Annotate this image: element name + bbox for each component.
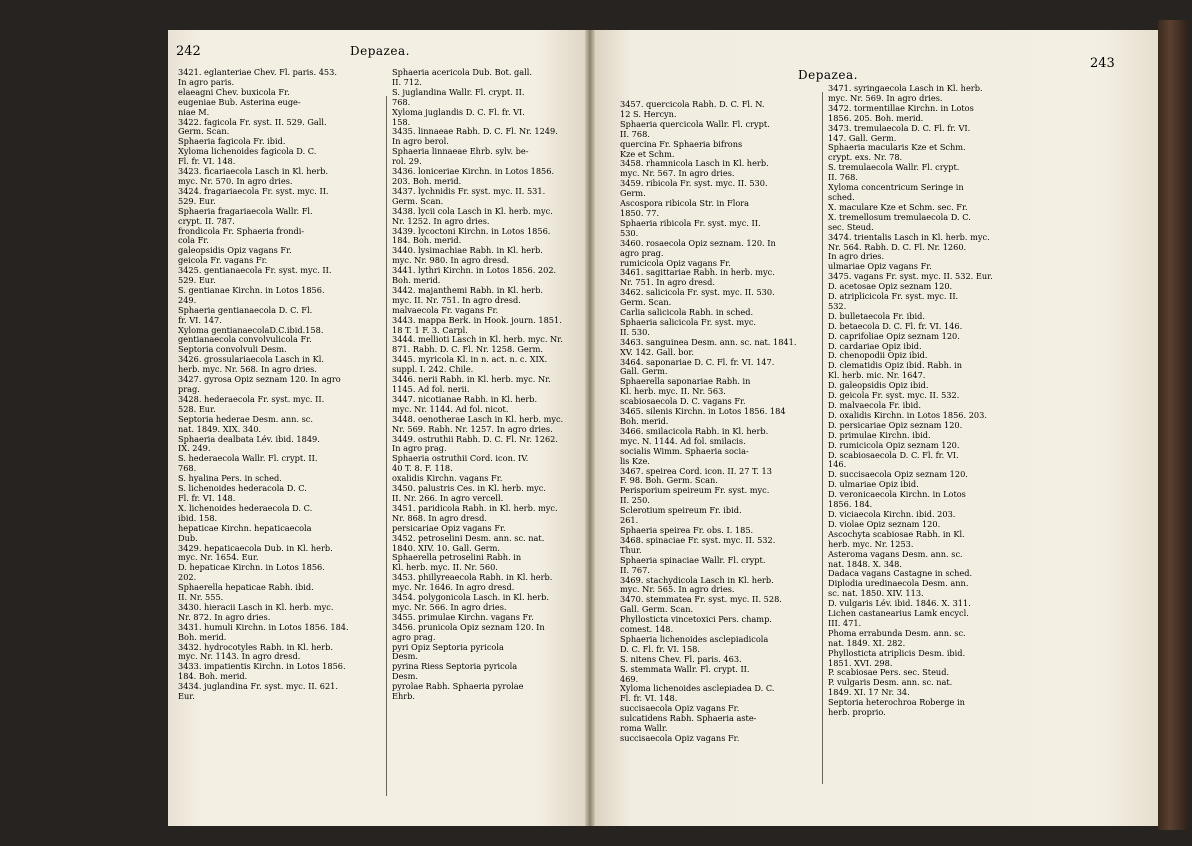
entry-line: 3429. hepaticaecola Dub. in Kl. herb. [178, 542, 333, 553]
entry-line: Phyllosticta vincetoxici Pers. champ. [620, 614, 772, 625]
entry-line: Dub. [178, 532, 198, 543]
entry-line: crypt. exs. Nr. 78. [828, 152, 903, 163]
entry-line: XV. 142. Gall. bor. [620, 346, 694, 357]
entry-line: Xyloma gentianaecolaD.C.ibid.158. [178, 324, 324, 335]
entry-line: Kl. herb. myc. II. Nr. 560. [392, 562, 498, 573]
entry-line: lis Kze. [620, 455, 650, 466]
entry-line: 871. Rabh. D. C. Fl. Nr. 1258. Germ. [392, 344, 544, 355]
column-rule-right [822, 92, 823, 784]
entry-line: 3466. smilacicola Rabh. in Kl. herb. [620, 425, 769, 436]
entry-line: Gall. Germ. Scan. [620, 604, 694, 615]
entry-line: herb. myc. Nr. 1253. [828, 538, 914, 549]
entry-line: 40 T. 8. F. 118. [392, 463, 453, 474]
entry-line: II. 530. [620, 326, 650, 337]
entry-line: 3450. palustris Ces. in Kl. herb. myc. [392, 483, 546, 494]
entry-line: gentianaecola convolvulicola Fr. [178, 334, 312, 345]
entry-line: socialis Wimm. Sphaeria socia- [620, 445, 749, 456]
entry-line: 3445. myricola Kl. in n. act. n. c. XIX. [392, 354, 548, 365]
entry-line: myc. Nr. 567. In agro dries. [620, 168, 735, 179]
entry-line: Lichen castanearius Lamk encycl. [828, 608, 969, 619]
entry-line: 1851. XVI. 298. [828, 657, 893, 668]
entry-line: 3438. lycii cola Lasch in Kl. herb. myc. [392, 205, 553, 216]
entry-line: sched. [828, 191, 855, 202]
column-rule-left [386, 96, 387, 796]
entry-line: 3469. stachydicola Lasch in Kl. herb. [620, 574, 774, 585]
entry-line: D. hepaticae Kirchn. in Lotos 1856. [178, 562, 325, 573]
entry-line: 768. [392, 96, 411, 107]
entry-line: 3460. rosaecola Opiz seznam. 120. In [620, 237, 776, 248]
entry-line: Kl. herb. mic. Nr. 1647. [828, 370, 926, 381]
entry-line: 3475. vagans Fr. syst. myc. II. 532. Eur. [828, 271, 993, 282]
entry-line: 3434. juglandina Fr. syst. myc. II. 621. [178, 681, 338, 692]
entry-line: 3458. rhamnicola Lasch in Kl. herb. [620, 158, 769, 169]
entry-line: nat. 1848. X. 348. [828, 558, 902, 569]
entry-line: Xyloma concentricum Seringe in [828, 182, 964, 193]
entry-line: Sphaeria dealbata Lév. ibid. 1849. [178, 433, 320, 444]
entry-line: 3465. silenis Kirchn. in Lotos 1856. 184 [620, 406, 786, 417]
book-spine [1158, 20, 1188, 830]
entry-line: Nr. 1252. In agro dries. [392, 215, 490, 226]
entry-line: Xyloma lichenoides asclepiadea D. C. [620, 683, 775, 694]
entry-line: 18 T. 1 F. 3. Carpl. [392, 324, 468, 335]
entry-line: 3456. prunicola Opiz seznam 120. In [392, 621, 545, 632]
entry-line: 1850. 77. [620, 207, 660, 218]
entry-line: D. oxalidis Kirchn. in Lotos 1856. 203. [828, 409, 987, 420]
entry-line: II. 712. [392, 76, 422, 87]
entry-line: 3447. nicotianae Rabh. in Kl. herb. [392, 393, 538, 404]
entry-line: Sphaeria ribicola Fr. syst. myc. II. [620, 217, 761, 228]
entry-line: 3423. ficariaecola Lasch in Kl. herb. [178, 166, 329, 177]
entry-line: II. Nr. 266. In agro vercell. [392, 492, 504, 503]
left-column-1 [178, 68, 378, 702]
entry-line: 530. [620, 227, 639, 238]
entry-line: 261. [620, 515, 639, 526]
entry-line: 3443. mappa Berk. in Hook. journ. 1851. [392, 314, 562, 325]
entry-line: prag. [178, 384, 200, 394]
entry-line: Sphaeria fragariaecola Wallr. Fl. [178, 205, 313, 216]
entry-line: 202. [178, 572, 197, 583]
entry-line: Germ. Scan. [178, 126, 230, 137]
entry-line: pyrolae Rabh. Sphaeria pyrolae [392, 681, 524, 692]
entry-line: Sphaeria acericola Dub. Bot. gall. [392, 67, 533, 77]
entry-line: 469. [620, 673, 639, 684]
entry-line: Phyllosticta atriplicis Desm. ibid. [828, 647, 966, 658]
entry-line: sc. nat. 1850. XIV. 113. [828, 588, 924, 599]
entry-line: D. galeopsidis Opiz ibid. [828, 380, 929, 391]
right-column-2 [828, 84, 1033, 718]
entry-line: nat. 1849. XI. 282. [828, 637, 906, 648]
entry-line: suppl. I. 242. Chile. [392, 364, 474, 375]
entry-line: Phoma errabunda Desm. ann. sc. [828, 627, 966, 638]
entry-line: Sphaeria salicicola Fr. syst. myc. [620, 316, 757, 327]
entry-line: Dadaca vagans Castagne in sched. [828, 568, 973, 579]
entry-line: Sphaeria quercicola Wallr. Fl. crypt. [620, 118, 770, 129]
entry-line: 3459. ribicola Fr. syst. myc. II. 530. [620, 178, 768, 189]
entry-line: myc. Nr. 570. In agro dries. [178, 175, 293, 186]
entry-line: Septoria hederae Desm. ann. sc. [178, 413, 313, 424]
entry-line: 3463. sanguinea Desm. ann. sc. nat. 1841. [620, 336, 797, 347]
entry-line: D. scabiosaecola D. C. Fl. fr. VI. [828, 449, 959, 460]
entry-line: myc. Nr. 1144. Ad fol. nicot. [392, 403, 509, 414]
entry-line: 3442. majanthemi Rabh. in Kl. herb. [392, 284, 544, 295]
entry-line: rol. 29. [392, 156, 422, 167]
entry-line: F. 98. Boh. Germ. Scan. [620, 475, 718, 486]
page-number-right: 243 [1090, 56, 1115, 71]
entry-line: scabiosaecola D. C. vagans Fr. [620, 396, 746, 407]
left-column-2 [392, 68, 584, 702]
entry-line: X. lichenoides hederaecola D. C. [178, 502, 313, 513]
entry-line: 3468. spinaciae Fr. syst. myc. II. 532. [620, 534, 776, 545]
entry-line: Fl. fr. VI. 148. [178, 156, 236, 167]
entry-line: 3451. paridicola Rabh. in Kl. herb. myc. [392, 502, 558, 513]
entry-line: S. hyalina Pers. in sched. [178, 473, 282, 484]
entry-line: S. juglandina Wallr. Fl. crypt. II. [392, 86, 525, 97]
entry-line: S. tremulaecola Wallr. Fl. crypt. [828, 162, 960, 173]
entry-line: 768. [178, 463, 197, 474]
entry-line: Ehrb. [392, 691, 416, 702]
entry-line: 3470. stemmatea Fr. syst. myc. II. 528. [620, 594, 782, 605]
entry-line: II. 250. [620, 495, 650, 506]
entry-line: Sphaerella saponariae Rabh. in [620, 376, 751, 387]
entry-line: Sphaeria macularis Kze et Schm. [828, 142, 966, 153]
entry-line: 3449. ostruthii Rabh. D. C. Fl. Nr. 1262. [392, 433, 558, 444]
entry-line: 3437. lychnidis Fr. syst. myc. II. 531. [392, 185, 546, 196]
entry-line: 1856. 205. Boh. merid. [828, 112, 924, 123]
entry-line: In agro berol. [392, 136, 449, 147]
entry-line: Fl. fr. VI. 148. [178, 492, 236, 503]
entry-line: D. C. Fl. fr. VI. 158. [620, 643, 700, 654]
entry-line: D. clematidis Opiz ibid. Rabh. in [828, 360, 963, 371]
entry-line: 3424. fragariaecola Fr. syst. myc. II. [178, 185, 329, 196]
entry-line: S. gentianae Kirchn. in Lotos 1856. [178, 284, 325, 295]
entry-line: D. betaecola D. C. Fl. fr. VI. 146. [828, 320, 963, 331]
entry-line: oxalidis Kirchn. vagans Fr. [392, 473, 503, 484]
entry-line: myc. Nr. 569. In agro dries. [828, 92, 943, 103]
entry-line: Desm. [392, 651, 418, 662]
entry-line: niae M. [178, 106, 210, 117]
entry-line: 3462. salicicola Fr. syst. myc. II. 530. [620, 287, 775, 298]
entry-line: agro prag. [620, 247, 664, 258]
entry-line: sulcatidens Rabh. Sphaeria aste- [620, 713, 757, 724]
entry-line: S. stemmata Wallr. Fl. crypt. II. [620, 663, 750, 674]
entry-line: Sphaerella hepaticae Rabh. ibid. [178, 582, 314, 593]
entry-line: 249. [178, 294, 197, 305]
entry-line: Fl. fr. VI. 148. [620, 693, 678, 704]
entry-line: D. cardariae Opiz ibid. [828, 340, 922, 351]
entry-line: S. nitens Chev. Fl. paris. 463. [620, 653, 742, 664]
entry-line: D. rumicicola Opiz seznam 120. [828, 439, 960, 450]
entry-line: D. ulmariae Opiz ibid. [828, 479, 919, 490]
entry-line: pyri Opiz Septoria pyricola [392, 641, 504, 652]
entry-line: 3425. gentianaecola Fr. syst. myc. II. [178, 265, 332, 276]
entry-line: 1856. 184. [828, 499, 873, 510]
entry-line: 3453. phillyreaecola Rabh. in Kl. herb. [392, 572, 553, 583]
entry-line: 184. Boh. merid. [392, 235, 462, 246]
entry-line: 3441. lythri Kirchn. in Lotos 1856. 202. [392, 265, 557, 276]
entry-line: Sphaeria fagicola Fr. ibid. [178, 136, 286, 147]
entry-line: D. acetosae Opiz seznam 120. [828, 281, 953, 292]
entry-line: 1840. XIV. 10. Gall. Germ. [392, 542, 500, 553]
entry-line: cola Fr. [178, 235, 209, 246]
entry-line: eugeniae Bub. Asterina euge- [178, 96, 301, 107]
entry-line: 203. Boh. merid. [392, 175, 462, 186]
entry-line: Germ. Scan. [620, 297, 672, 308]
entry-line: ibid. 158. [178, 512, 218, 523]
entry-line: Asteroma vagans Desm. ann. sc. [828, 548, 963, 559]
entry-line: Septoria convolvuli Desm. [178, 344, 287, 355]
entry-line: D. chenopodii Opiz ibid. [828, 350, 928, 361]
entry-line: Kze et Schm. [620, 148, 675, 159]
entry-line: Boh. merid. [620, 416, 669, 426]
entry-line: Sphaeria gentianaecola D. C. Fl. [178, 304, 313, 315]
entry-line: 3455. primulae Kirchn. vagans Fr. [392, 611, 534, 622]
entry-line: 3431. humuli Kirchn. in Lotos 1856. 184. [178, 621, 349, 632]
entry-line: 528. Eur. [178, 403, 216, 414]
entry-line: Diplodia uredinaecola Desm. ann. [828, 578, 969, 589]
entry-line: comest. 148. [620, 624, 674, 635]
entry-line: D. veronicaecola Kirchn. in Lotos [828, 489, 966, 500]
entry-line: D. succisaecola Opiz seznam 120. [828, 469, 968, 480]
entry-line: 3436. loniceriae Kirchn. in Lotos 1856. [392, 166, 555, 177]
entry-line: Germ. Scan. [392, 195, 444, 206]
entry-line: succisaecola Opiz vagans Fr. [620, 703, 740, 714]
entry-line: Sclerotium speireum Fr. ibid. [620, 505, 742, 516]
entry-line: malvaecola Fr. vagans Fr. [392, 304, 499, 315]
entry-line: 3427. gyrosa Opiz seznam 120. In agro [178, 374, 341, 385]
entry-line: Ascochyta scabiosae Rabh. in Kl. [828, 528, 965, 539]
book-gutter [585, 30, 595, 826]
entry-line: Eur. [178, 691, 195, 702]
entry-line: succisaecola Opiz vagans Fr. [620, 733, 740, 743]
entry-line: 3471. syringaecola Lasch in Kl. herb. [828, 83, 983, 93]
entry-line: 3435. linnaeae Rabh. D. C. Fl. Nr. 1249. [392, 126, 558, 137]
running-head-right: Depazea. [798, 68, 858, 82]
entry-line: S. lichenoides hederacola D. C. [178, 483, 307, 494]
entry-line: galeopsidis Opiz vagans Fr. [178, 245, 292, 256]
entry-line: D. malvaecola Fr. ibid. [828, 400, 921, 410]
entry-line: X. maculare Kze et Schm. sec. Fr. [828, 201, 968, 212]
entry-line: Xyloma juglandis D. C. Fl. fr. VI. [392, 106, 525, 117]
entry-line: D. viciaecola Kirchn. ibid. 203. [828, 508, 956, 519]
entry-line: myc. Nr. 1646. In agro dresd. [392, 582, 515, 593]
entry-line: 529. Eur. [178, 195, 216, 206]
entry-line: crypt. II. 787. [178, 215, 235, 226]
entry-line: Carlia salicicola Rabh. in sched. [620, 307, 754, 318]
entry-line: Sphaeria lichenoides asclepiadicola [620, 633, 769, 644]
entry-line: 3440. lysimachiae Rabh. in Kl. herb. [392, 245, 543, 256]
entry-line: D. vulgaris Lév. ibid. 1846. X. 311. [828, 598, 971, 609]
entry-line: X. tremellosum tremulaecola D. C. [828, 211, 971, 222]
entry-line: 146. [828, 459, 847, 470]
entry-line: quercina Fr. Sphaeria bifrons [620, 138, 743, 149]
entry-line: Sphaerella petroselini Rabh. in [392, 552, 522, 563]
entry-line: 3461. sagittariae Rabh. in herb. myc. [620, 267, 775, 278]
running-head-left: Depazea. [350, 44, 410, 58]
entry-line: Sphaeria linnaeae Ehrb. sylv. be- [392, 146, 529, 157]
entry-line: II. 768. [828, 172, 858, 183]
entry-line: 3430. hieracii Lasch in Kl. herb. myc. [178, 601, 334, 612]
entry-line: Desm. [392, 671, 418, 682]
right-column-1 [620, 100, 820, 744]
entry-line: 3433. impatientis Kirchn. in Lotos 1856. [178, 661, 346, 672]
entry-line: D. atriplicicola Fr. syst. myc. II. [828, 291, 959, 302]
entry-line: Nr. 868. In agro dresd. [392, 512, 487, 523]
entry-line: Xyloma lichenoides fagicola D. C. [178, 146, 317, 157]
entry-line: Septoria heterochroa Roberge in [828, 697, 965, 708]
entry-line: D. persicariae Opiz seznam 120. [828, 419, 963, 430]
entry-line: roma Wallr. [620, 723, 668, 734]
entry-line: Nr. 569. Rabh. Nr. 1257. In agro dries. [392, 423, 553, 434]
entry-line: 3426. grossulariaecola Lasch in Kl. [178, 354, 324, 365]
entry-line: 3432. hydrocotyles Rabh. in Kl. herb. [178, 641, 333, 652]
entry-line: Kl. herb. myc. II. Nr. 563. [620, 386, 726, 397]
entry-line: myc. Nr. 565. In agro dries. [620, 584, 735, 595]
entry-line: D. primulae Kirchn. ibid. [828, 429, 931, 440]
entry-line: ulmariae Opiz vagans Fr. [828, 261, 932, 272]
entry-line: 3448. oenotherae Lasch in Kl. herb. myc. [392, 413, 564, 424]
entry-line: herb. myc. Nr. 568. In agro dries. [178, 364, 317, 375]
entry-line: Boh. merid. [178, 631, 227, 642]
entry-line: 529. Eur. [178, 275, 216, 286]
entry-line: 1145. Ad fol. nerii. [392, 384, 470, 394]
entry-line: Ascospora ribicola Str. in Flora [620, 198, 750, 209]
entry-line: Sphaeria ostruthii Cord. icon. IV. [392, 453, 529, 464]
entry-line: myc. Nr. 566. In agro dries. [392, 601, 507, 612]
entry-line: S. hederaecola Wallr. Fl. crypt. II. [178, 453, 318, 464]
entry-line: 1849. XI. 17 Nr. 34. [828, 687, 910, 698]
entry-line: D. bulletaecola Fr. ibid. [828, 310, 925, 321]
entry-line: Thur. [620, 544, 642, 555]
entry-line: 3446. nerii Rabh. in Kl. herb. myc. Nr. [392, 374, 551, 385]
entry-line: 3464. saponariae D. C. Fl. fr. VI. 147. [620, 356, 775, 367]
entry-line: 3474. trientalis Lasch in Kl. herb. myc. [828, 231, 990, 242]
entry-line: hepaticae Kirchn. hepaticaecola [178, 522, 312, 533]
entry-line: myc. N. 1144. Ad fol. smilacis. [620, 435, 746, 446]
entry-line: agro prag. [392, 631, 436, 642]
entry-line: D. violae Opiz seznam 120. [828, 518, 941, 529]
entry-line: myc. II. Nr. 751. In agro dresd. [392, 294, 521, 305]
entry-line: 3422. fagicola Fr. syst. II. 529. Gall. [178, 116, 327, 127]
entry-line: Nr. 564. Rabh. D. C. Fl. Nr. 1260. [828, 241, 967, 252]
entry-line: myc. Nr. 1143. In agro dresd. [178, 651, 301, 662]
entry-line: 3444. mellioti Lasch in Kl. herb. myc. Nr. [392, 334, 563, 345]
entry-line: II. Nr. 555. [178, 592, 224, 603]
entry-line: II. 767. [620, 564, 650, 575]
entry-line: 3454. polygonicola Lasch. in Kl. herb. [392, 592, 550, 603]
entry-line: 158. [392, 116, 411, 127]
entry-line: 12 S. Hercyn. [620, 108, 677, 119]
entry-line: In agro dries. [828, 251, 885, 262]
entry-line: 3452. petroselini Desm. ann. sc. nat. [392, 532, 545, 543]
entry-line: D. caprifoliae Opiz seznam 120. [828, 330, 960, 341]
entry-line: In agro paris. [178, 76, 235, 87]
entry-line: nat. 1849. XIX. 340. [178, 423, 262, 434]
entry-line: 147. Gall. Germ. [828, 132, 897, 143]
entry-line: geicola Fr. vagans Fr. [178, 255, 268, 266]
entry-line: 3457. quercicola Rabh. D. C. Fl. N. [620, 99, 765, 109]
entry-line: Gall. Germ. [620, 366, 668, 377]
entry-line: In agro prag. [392, 443, 447, 454]
entry-line: 3428. hederaecola Fr. syst. myc. II. [178, 393, 325, 404]
entry-line: frondicola Fr. Sphaeria frondi- [178, 225, 305, 236]
entry-line: 532. [828, 300, 847, 311]
entry-line: IX. 249. [178, 443, 211, 454]
entry-line: Sphaeria speirea Fr. obs. I. 185. [620, 524, 754, 535]
entry-line: Perisporium speireum Fr. syst. myc. [620, 485, 770, 496]
entry-line: myc. Nr. 1654. Eur. [178, 552, 259, 563]
entry-line: Nr. 751. In agro dresd. [620, 277, 715, 288]
entry-line: Boh. merid. [392, 275, 441, 286]
entry-line: 3421. eglanteriae Chev. Fl. paris. 453. [178, 67, 337, 77]
entry-line: persicariae Opiz vagans Fr. [392, 522, 506, 533]
entry-line: 3467. speirea Cord. icon. II. 27 T. 13 [620, 465, 772, 476]
entry-line: II. 768. [620, 128, 650, 139]
entry-line: fr. VI. 147. [178, 314, 222, 325]
entry-line: Nr. 872. In agro dries. [178, 611, 271, 622]
entry-line: Sphaeria spinaciae Wallr. Fl. crypt. [620, 554, 766, 565]
entry-line: rumicicola Opiz vagans Fr. [620, 257, 731, 268]
entry-line: Germ. [620, 188, 646, 199]
entry-line: D. geicola Fr. syst. myc. II. 532. [828, 390, 960, 401]
entry-line: III. 471. [828, 617, 862, 628]
entry-line: 3473. tremulaecola D. C. Fl. fr. VI. [828, 122, 971, 133]
entry-line: herb. proprio. [828, 707, 886, 718]
entry-line: sec. Steud. [828, 221, 874, 232]
entry-line: 184. Boh. merid. [178, 671, 248, 682]
entry-line: pyrina Riess Septoria pyricola [392, 661, 518, 672]
page-number-left: 242 [176, 44, 201, 59]
entry-line: P. vulgaris Desm. ann. sc. nat. [828, 677, 953, 688]
entry-line: elaeagni Chev. buxicola Fr. [178, 86, 290, 97]
entry-line: 3472. tormentillae Kirchn. in Lotos [828, 102, 974, 113]
entry-line: P. scabiosae Pers. sec. Steud. [828, 667, 950, 678]
entry-line: 3439. lycoctoni Kirchn. in Lotos 1856. [392, 225, 551, 236]
entry-line: myc. Nr. 980. In agro dresd. [392, 255, 510, 266]
